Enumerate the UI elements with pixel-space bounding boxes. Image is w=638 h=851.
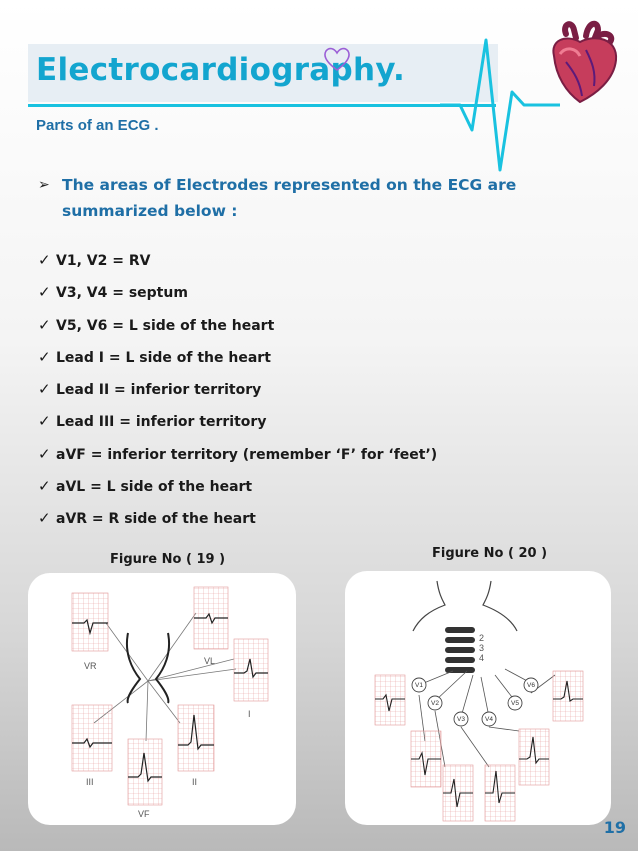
ecg-strip-vl [194, 587, 228, 649]
ecg-strip-v2 [411, 731, 441, 787]
check-icon: ✓ [38, 251, 51, 269]
rib-label-3: 3 [479, 643, 485, 653]
check-icon: ✓ [38, 509, 51, 528]
electrode-label-v3: V3 [457, 716, 465, 723]
list-item: ✓ V3, V4 = septum [38, 280, 437, 312]
label-vl: VL [204, 656, 216, 666]
rib-label-2: 2 [479, 633, 485, 643]
check-icon: ✓ [38, 380, 51, 399]
ecg-strip-v4 [485, 765, 515, 821]
arrow-bullet-icon: ➢ [38, 177, 50, 193]
limb-lead-diagram [28, 573, 296, 825]
title-underline [28, 104, 496, 107]
check-icon: ✓ [38, 412, 51, 431]
list-item: ✓ Lead II = inferior territory [38, 377, 437, 409]
list-item: ✓ aVL = L side of the heart [38, 474, 437, 506]
electrode-label-v2: V2 [431, 700, 439, 707]
ecg-strip-i [234, 639, 268, 701]
ecg-strip-vf [128, 739, 162, 805]
body-outline [413, 581, 517, 631]
label-vr: VR [84, 661, 97, 671]
rib-label-4: 4 [479, 653, 485, 663]
check-icon: ✓ [38, 444, 51, 463]
ecg-strip-v5 [519, 729, 549, 785]
ecg-strip-vr [72, 593, 108, 651]
list-item: ✓ V5, V6 = L side of the heart [38, 313, 437, 345]
ecg-strip-v1 [375, 675, 405, 725]
page-number: 19 [603, 818, 626, 837]
ribcage [445, 627, 475, 673]
check-icon: ✓ [38, 477, 51, 496]
label-ii: II [192, 777, 198, 787]
electrode-label-v4: V4 [485, 716, 493, 723]
electrode-label-v1: V1 [415, 682, 423, 689]
figure-20-chest-leads [345, 571, 611, 825]
label-vf: VF [138, 809, 150, 819]
label-iii: III [86, 777, 94, 787]
heart-outline-icon [322, 45, 352, 73]
figure-19-limb-leads [28, 573, 296, 825]
ecg-strip-v3 [443, 765, 473, 821]
check-icon: ✓ [38, 283, 51, 302]
page-title: Electrocardiography. [36, 52, 406, 88]
check-icon: ✓ [38, 315, 51, 334]
ecg-strip-iii [72, 705, 112, 771]
list-item: ✓ Lead III = inferior territory [38, 409, 437, 441]
electrode-label-v6: V6 [527, 682, 535, 689]
list-item: ✓ V1, V2 = RV [38, 248, 437, 280]
intro-text: The areas of Electrodes represented on the ECG are summarized below : [62, 176, 517, 220]
ecg-strip-v6 [553, 671, 583, 721]
intro-paragraph [38, 172, 618, 224]
chest-lead-diagram [345, 571, 611, 825]
list-item: ✓ aVF = inferior territory (remember ‘F’ for ‘feet’) [38, 442, 437, 474]
leads-list [38, 248, 437, 539]
ecg-strip-ii [178, 705, 214, 771]
label-i: I [248, 709, 251, 719]
list-item: ✓ Lead I = L side of the heart [38, 345, 437, 377]
list-item: ✓ aVR = R side of the heart [38, 506, 437, 538]
electrode-label-v5: V5 [511, 700, 519, 707]
figure-19-caption: Figure No ( 19 ) [110, 552, 226, 567]
page-subtitle: Parts of an ECG . [36, 117, 159, 134]
anatomical-heart-icon [536, 16, 628, 108]
figure-20-caption: Figure No ( 20 ) [432, 546, 548, 561]
check-icon: ✓ [38, 347, 51, 366]
